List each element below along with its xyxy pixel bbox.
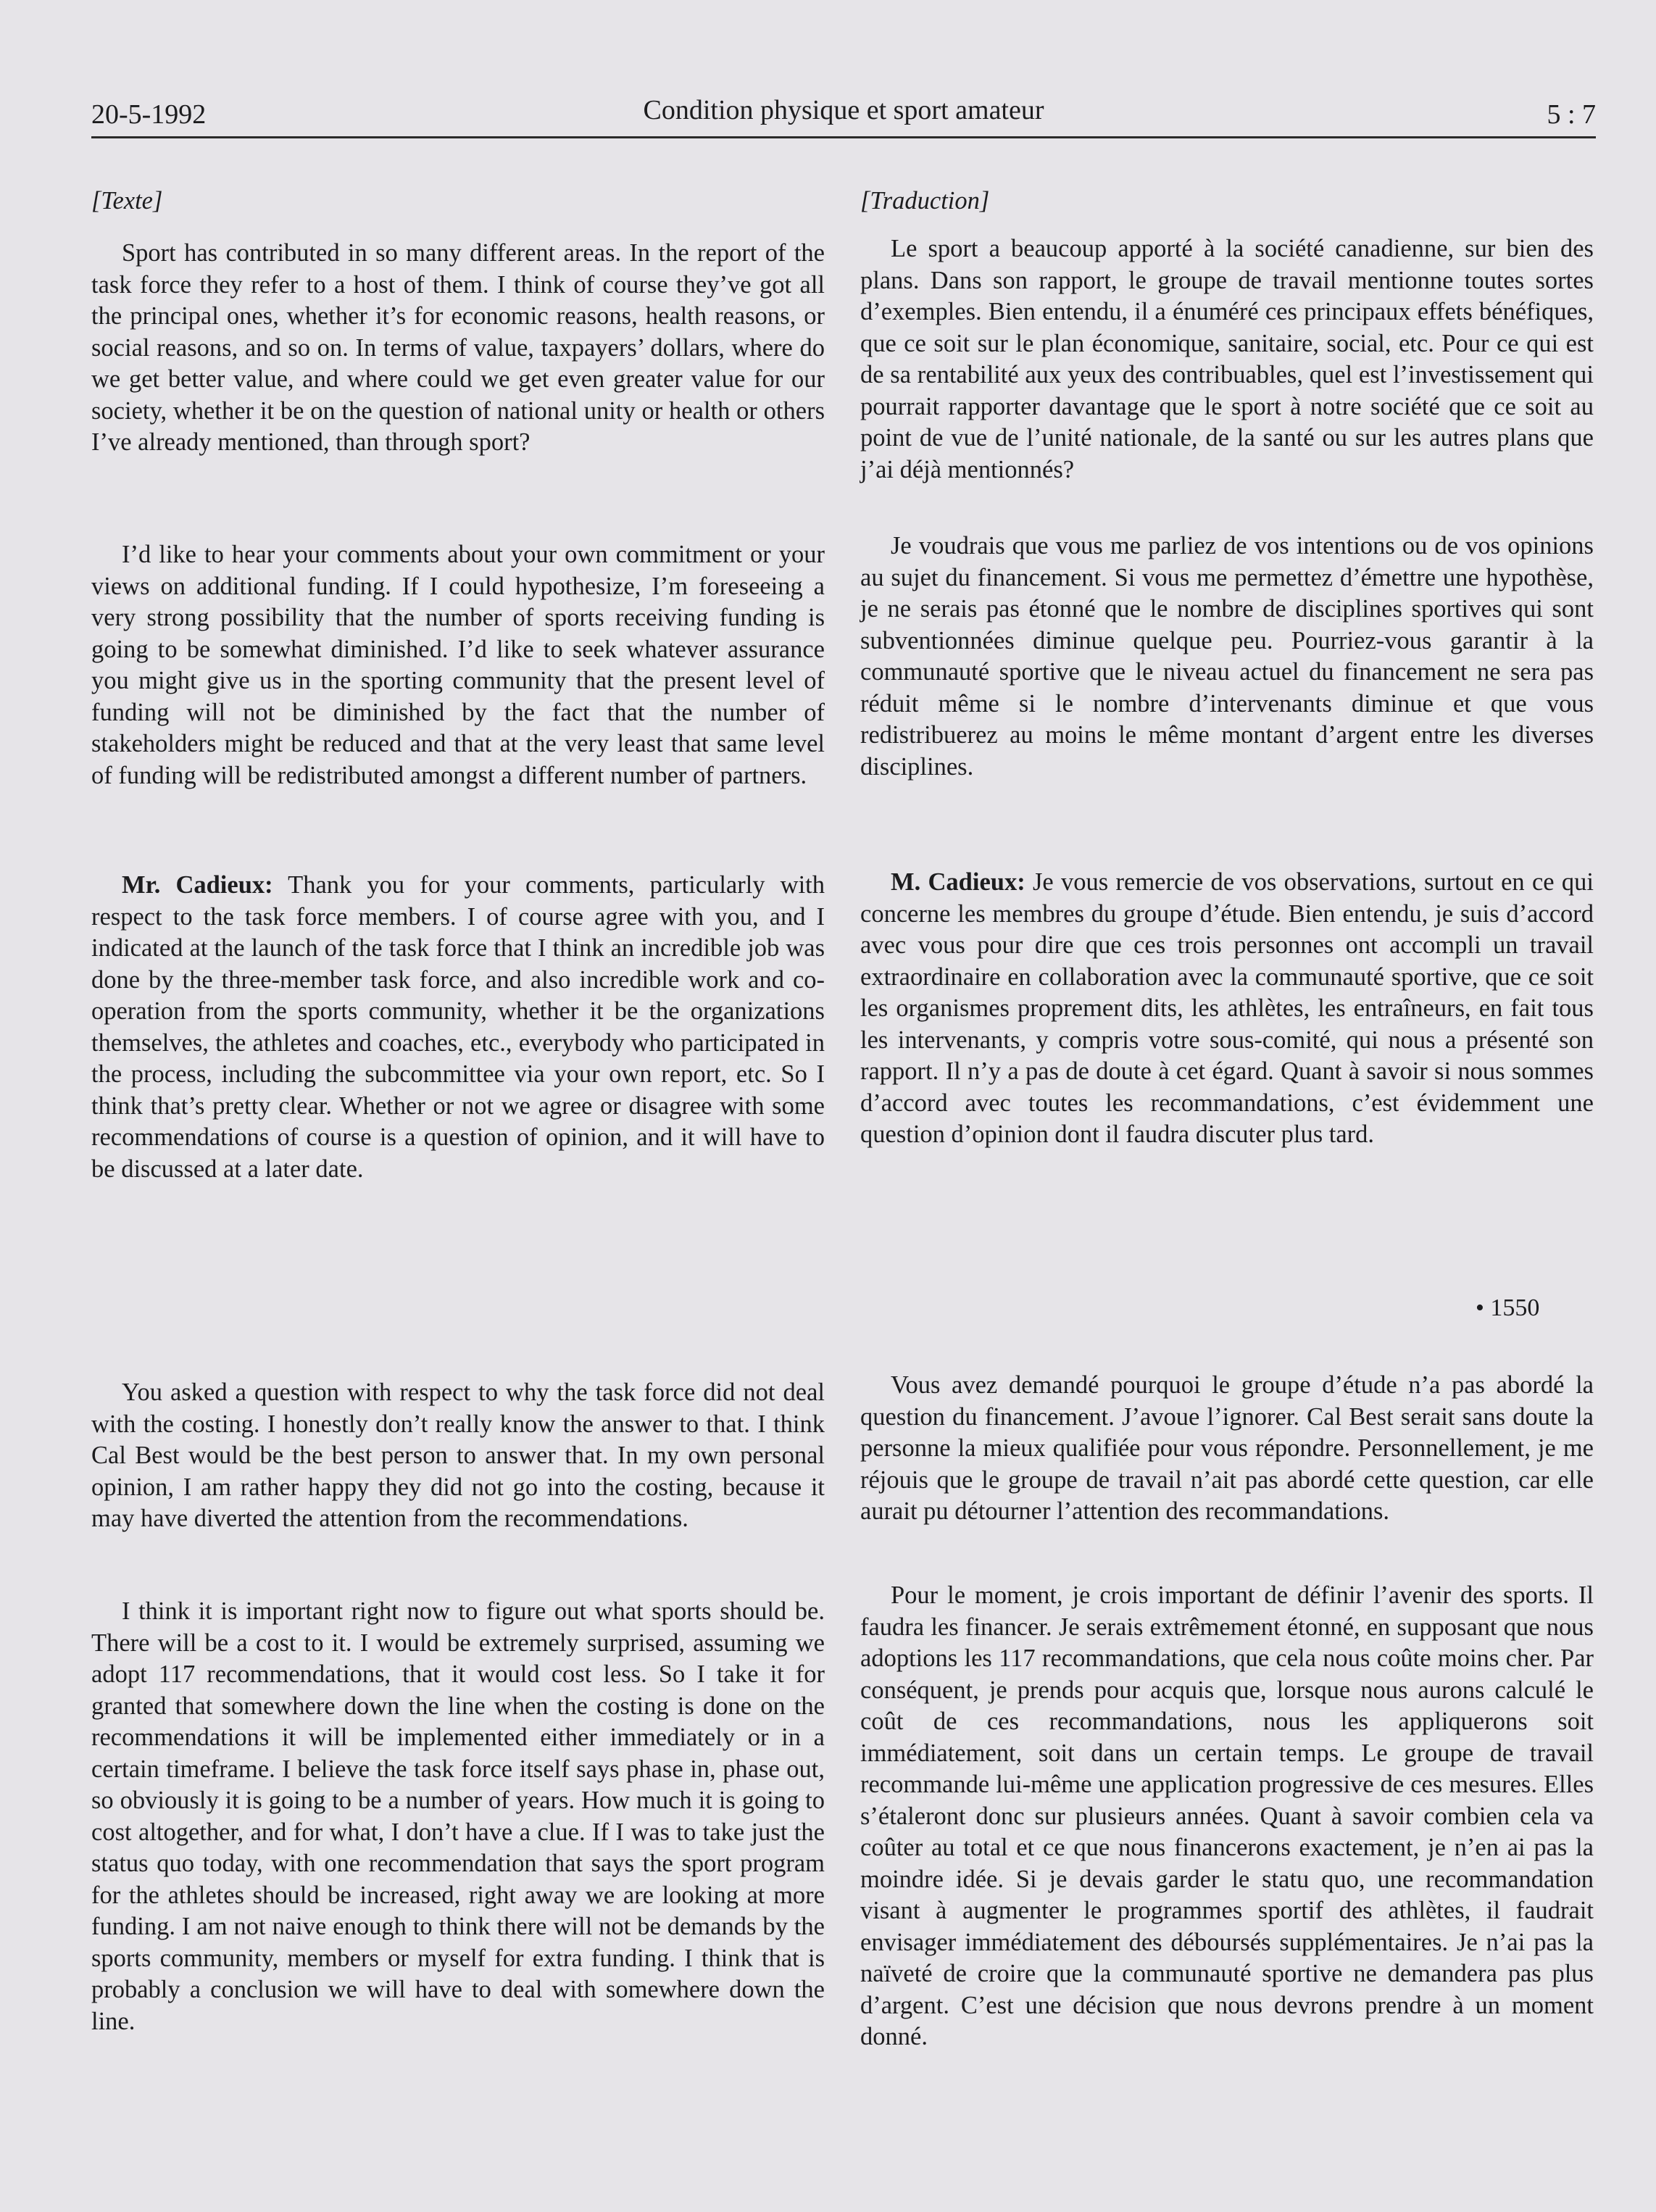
english-column-tag: [Texte] — [91, 187, 163, 215]
english-paragraph-5 — [91, 1596, 825, 2037]
header-page-number: 5 : 7 — [1547, 99, 1596, 130]
speaker-name: M. Cadieux: — [891, 868, 1025, 896]
time-marker: • 1550 — [1476, 1294, 1540, 1321]
english-paragraph-4 — [91, 1377, 825, 1535]
french-p3-text: Je vous remercie de vos observations, surtout en ce qui concerne les membres du groupe d’étude. Bien entendu, je suis d’accord avec vous pour dire que ces trois personnes ont accompli un travail extraordinaire en collaboration avec la communauté sportive, que ce soit les organismes proprement dits, les athlètes, les entraîneurs, en fait tous les intervenants, y compris votre sous-comité, qui nous a présenté son rapport. Il n’y a pas de doute à cet égard. Quant à savoir si nous sommes d’accord avec toutes les recommandations, c’est évidemment une question d’opinion dont il faudra discuter plus tard. — [860, 868, 1594, 1148]
english-p3-text: Thank you for your comments, particularly with respect to the task force members. I of course agree with you, and I indicated at the launch of the task force that I think an incredible job was done by the three-member task force, and also incredible work and co-operation from the sports community, whether it be the organizations themselves, the athletes and coaches, etc., everybody who participated in the process, including the subcommittee via your own report, etc. So I think that’s pretty clear. Whether or not we agree or disagree with some recommendations of course is a question of opinion, and it will have to be discussed at a later date. — [91, 871, 825, 1183]
french-column-tag: [Traduction] — [860, 187, 990, 215]
english-p2: I’d like to hear your comments about your own commitment or your views on additional funding. If I could hypothesize, I’m foreseeing a very strong possibility that the number of sports receiving funding is going to be somewhat diminished. I’d like to seek whatever assurance you might give us in the sporting community that the present level of funding will not be diminished by the fact that the number of stakeholders might be reduced and that at the very least that same level of funding will be redistributed amongst a different number of partners. — [91, 541, 825, 789]
english-p3 — [91, 870, 825, 1185]
french-p1: Le sport a beaucoup apporté à la société canadienne, sur bien des plans. Dans son rapport, le groupe de travail mentionne toutes sortes d’exemples. Bien entendu, il a énuméré ces principaux effets bénéfiques, que ce soit sur le plan économique, sanitaire, social, etc. Pour ce qui est de sa rentabilité aux yeux des contribuables, quel est l’investissement qui pourrait rapporter davantage que le sport à notre société que ce soit au point de vue de l’unité nationale, de la santé ou sur les autres plans que j’ai déjà mentionnés? — [860, 235, 1594, 483]
english-p1: Sport has contributed in so many different areas. In the report of the task force they refer to a host of them. I think of course they’ve got all the principal ones, whether it’s for economic reasons, health reasons, or social reasons, and so on. In terms of value, taxpayers’ dollars, where do we get better value, and where could we get even greater value for our society, whether it be on the question of national unity or health or others I’ve already mentioned, than through sport? — [91, 239, 825, 456]
french-paragraph-1 — [860, 233, 1594, 486]
english-tag-block — [91, 186, 825, 217]
french-paragraph-3 — [860, 867, 1594, 1151]
english-p4: You asked a question with respect to why the task force did not deal with the costing. I honestly don’t really know the answer to that. I think Cal Best would be the best person to answer that. In my own personal opinion, I am rather happy they did not go into the costing, because it may have diverted the attention from the recommendations. — [91, 1379, 825, 1532]
french-paragraph-4 — [860, 1370, 1594, 1528]
english-paragraph-3 — [91, 870, 825, 1185]
french-tag-block — [860, 186, 1594, 217]
french-p5: Pour le moment, je crois important de définir l’avenir des sports. Il faudra les financer. Je serais extrêmement étonné, en supposant que nous adoptions les 117 recommandations, que cela nous coûte moins cher. Par conséquent, je prends pour acquis que, lorsque nous aurons calculé le coût de ces recommandations, nous les appliquerons soit immédiatement, soit dans un certain temps. Le groupe de travail recommande lui-même une application progressive de ces mesures. Elles s’étaleront donc sur plusieurs années. Quant à savoir combien cela va coûter au total et ce que nous financerons exactement, je n’en ai pas la moindre idée. Si je devais garder le statu quo, une recommandation visant à augmenter le programmes sportif des athlètes, il faudrait envisager immédiatement des déboursés supplémentaires. Je n’ai pas la naïveté de croire que la communauté sportive ne demandera pas plus d’argent. C’est une décision que nous devrons prendre à un moment donné. — [860, 1581, 1594, 2050]
french-paragraph-5 — [860, 1580, 1594, 2053]
english-paragraph-1 — [91, 238, 825, 459]
french-p4: Vous avez demandé pourquoi le groupe d’étude n’a pas abordé la question du financement. J’avoue l’ignorer. Cal Best serait sans doute la personne la mieux qualifiée pour vous répondre. Personnellement, je me réjouis que le groupe de travail n’ait pas abordé cette question, car elle aurait pu détourner l’attention des recommandations. — [860, 1371, 1594, 1525]
french-paragraph-2 — [860, 531, 1594, 783]
speaker-name: Mr. Cadieux: — [122, 871, 273, 899]
english-paragraph-2 — [91, 539, 825, 791]
header-title: Condition physique et sport amateur — [643, 95, 1044, 125]
header-date: 20-5-1992 — [91, 99, 207, 130]
page-header — [91, 93, 1596, 138]
french-p3 — [860, 867, 1594, 1151]
english-p5: I think it is important right now to figure out what sports should be. There will be a cost to it. I would be extremely surprised, assuming we adopt 117 recommendations, that it would cost less. So I take it for granted that somewhere down the line when the costing is done on the recommendations it will be implemented either immediately or in a certain timeframe. I believe the task force itself says phase in, phase out, so obviously it is going to be a number of years. How much it is going to cost altogether, and for what, I don’t have a clue. If I was to take just the status quo today, with one recommendation that says the sport program for the athletes should be increased, right away we are looking at more funding. I am not naive enough to think there will not be demands by the sports community, members or myself for extra funding. I think that is probably a conclusion we will have to deal with somewhere down the line. — [91, 1597, 825, 2035]
french-p2: Je voudrais que vous me parliez de vos intentions ou de vos opinions au sujet du financement. Si vous me permettez d’émettre une hypothèse, je ne serais pas étonné que le nombre de disciplines sportives qui sont subventionnées diminue quelque peu. Pourriez-vous garantir à la communauté sportive que le niveau actuel du financement ne sera pas réduit même si le nombre d’intervenants diminue et que vous redistribuerez au moins le même montant d’argent entre les diverses disciplines. — [860, 532, 1594, 781]
